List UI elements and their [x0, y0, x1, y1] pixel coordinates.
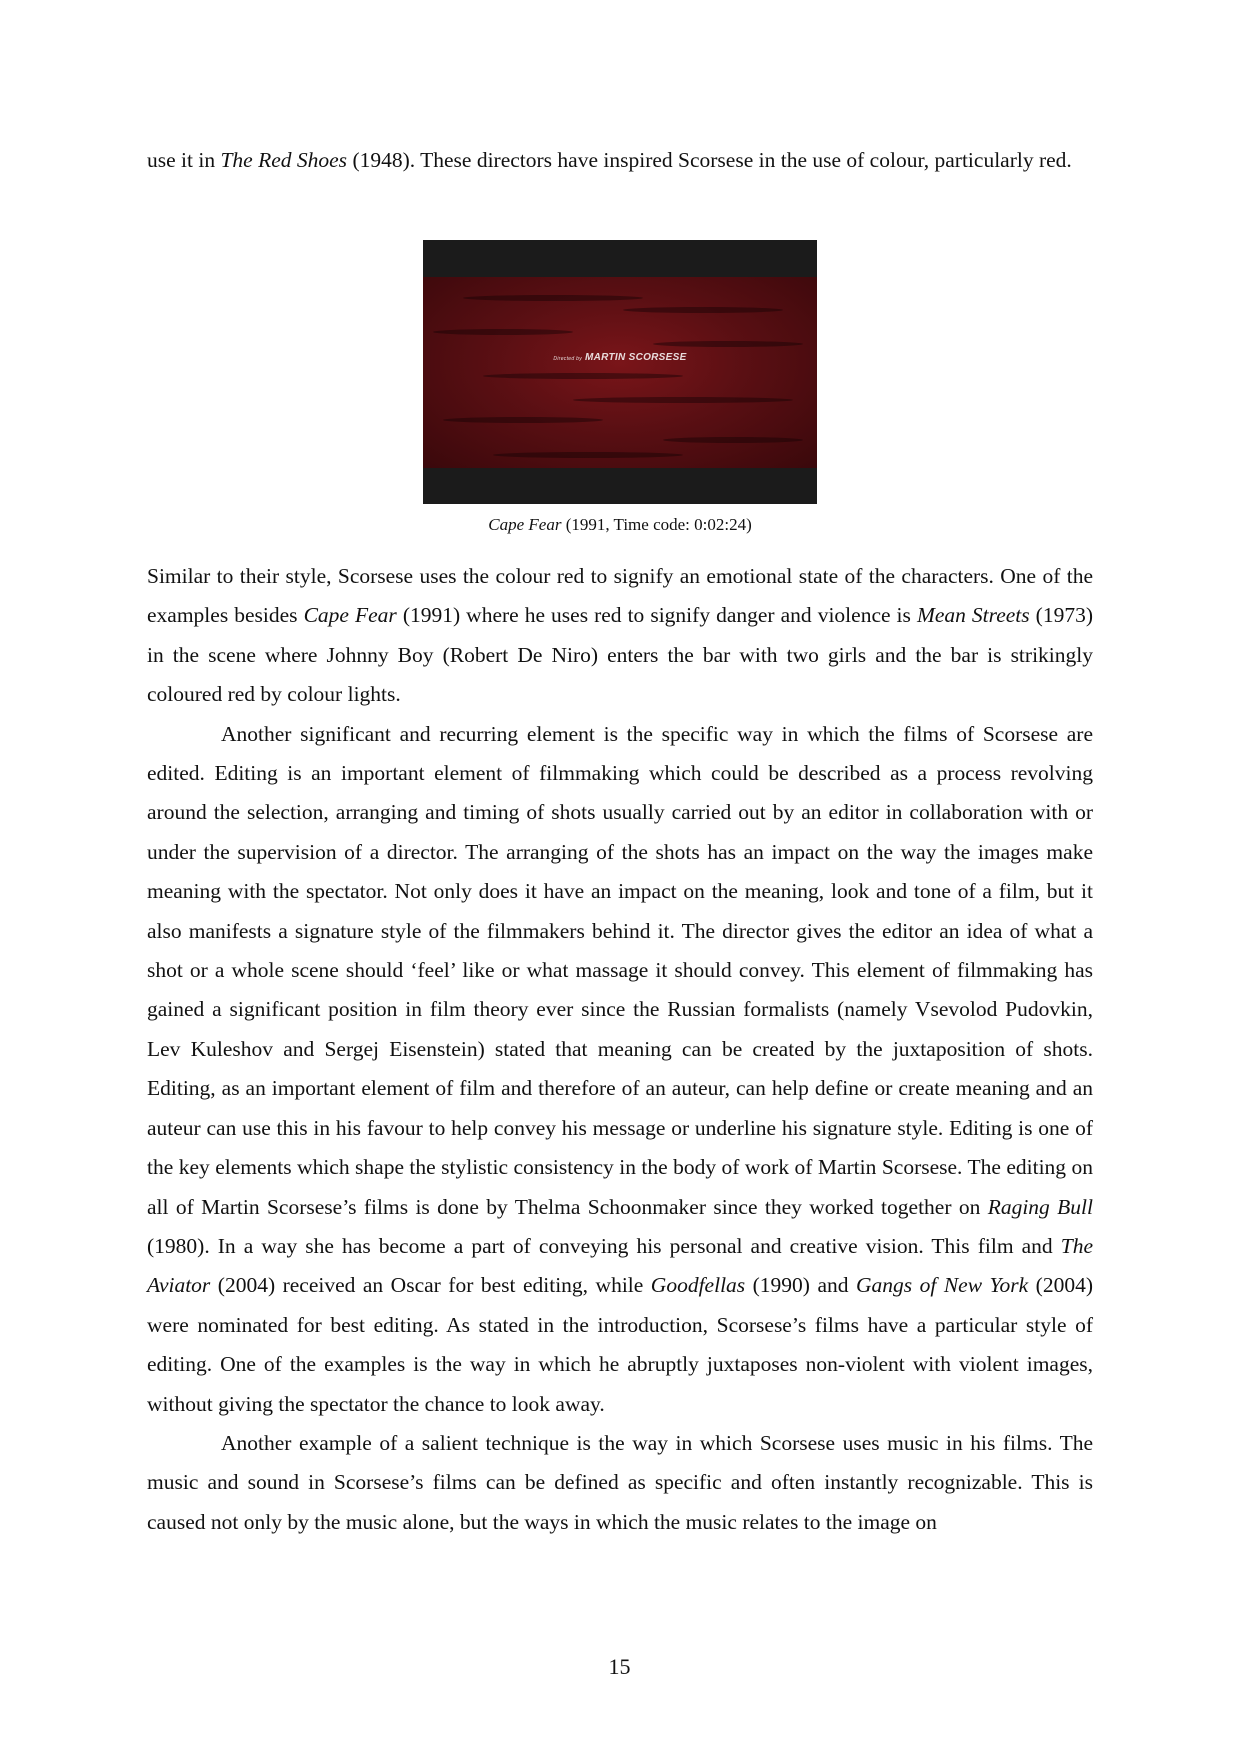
- intro-paragraph: [147, 141, 1093, 180]
- film-title-gangs-of-new-york: Gangs of New York: [855, 1273, 1029, 1298]
- director-credit: [423, 352, 817, 363]
- page-number: 15: [608, 1654, 631, 1679]
- caption-details: (1991, Time code: 0:02:24): [561, 515, 752, 534]
- intro-text: (1948). These directors have inspired Scorsese in the use of colour, particularly red.: [347, 148, 1072, 172]
- film-title-mean-streets: Mean Streets: [916, 603, 1030, 628]
- film-still-image: [423, 240, 817, 504]
- credit-name: MARTIN SCORSESE: [585, 352, 687, 363]
- credit-prefix: Directed by: [553, 356, 583, 362]
- paragraph-red-colour: Similar to their style, Scorsese uses the colour red to signify an emotional state of the characters. One of the examples besides Cape Fear (1991) where he uses red to signify danger and violence is Mean Streets (1973) in the scene where Johnny Boy (Robert De Niro) enters the bar with two girls and the bar is strikingly coloured red by colour lights.: [147, 564, 1093, 707]
- film-title-raging-bull: Raging Bull: [987, 1194, 1093, 1219]
- intro-text: use it in: [147, 148, 221, 172]
- film-title-cape-fear: Cape Fear: [303, 603, 397, 628]
- body-text: [147, 557, 1093, 1542]
- film-title-red-shoes: The Red Shoes: [220, 148, 348, 172]
- film-still-frame: [423, 277, 817, 468]
- paragraph-music: Another example of a salient technique is the way in which Scorsese uses music in his films. The music and sound in Scorsese’s films can be defined as specific and often instantly recognizable. This is caused not only by the music alone, but the ways in which the music relates to the image on: [147, 1430, 1093, 1534]
- caption-film-title: Cape Fear: [488, 515, 562, 534]
- film-title-the-aviator: The Aviator: [147, 1233, 1093, 1298]
- paragraph-editing: Another significant and recurring element is the specific way in which the films of Scorsese are edited. Editing is an important element of filmmaking which could be described as a process revolving around the selection, arranging and timing of shots usually carried out by an editor in collaboration with or under the supervision of a director. The arranging of the shots has an impact on the way the images make meaning with the spectator. Not only does it have an impact on the meaning, look and tone of a film, but it also manifests a signature style of the filmmakers behind it. The director gives the editor an idea of what a shot or a whole scene should ‘feel’ like or what massage it should convey. This element of filmmaking has gained a significant position in film theory ever since the Russian formalists (namely Vsevolod Pudovkin, Lev Kuleshov and Sergej Eisenstein) stated that meaning can be created by the juxtaposition of shots. Editing, as an important element of film and therefore of an auteur, can help define or create meaning and an auteur can use this in his favour to help convey his message or underline his signature style. Editing is one of the key elements which shape the stylistic consistency in the body of work of Martin Scorsese. The editing on all of Martin Scorsese’s films is done by Thelma Schoonmaker since they worked together on Raging Bull (1980). In a way she has become a part of conveying his personal and creative vision. This film and The Aviator (2004) received an Oscar for best editing, while Goodfellas (1990) and Gangs of New York (2004) were nominated for best editing. As stated in the introduction, Scorsese’s films have a particular style of editing. One of the examples is the way in which he abruptly juxtaposes non-violent with violent images, without giving the spectator the chance to look away.: [147, 721, 1093, 1416]
- film-title-goodfellas: Goodfellas: [650, 1273, 746, 1298]
- figure-caption: [147, 513, 1093, 537]
